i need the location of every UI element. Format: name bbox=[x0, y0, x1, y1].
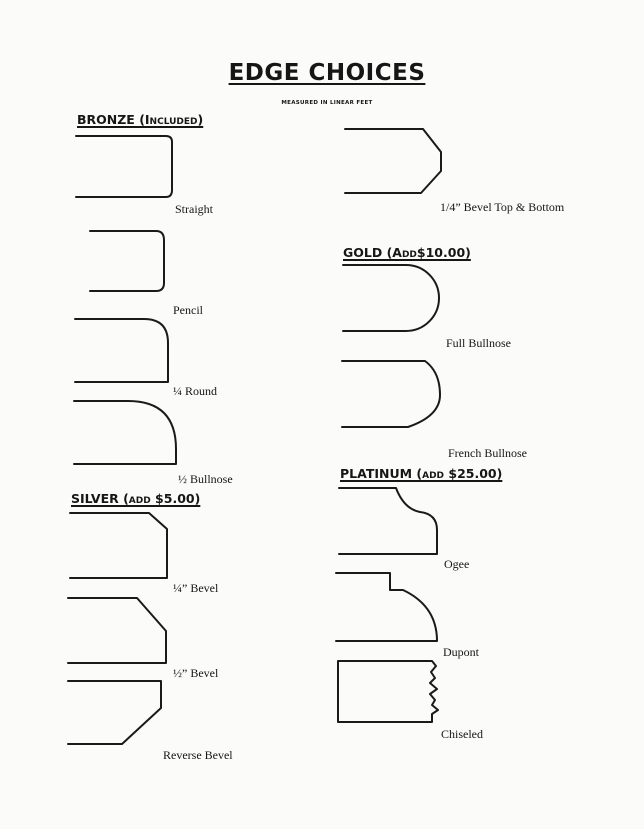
tier-heading-bronze: BRONZE (Included) bbox=[77, 112, 204, 127]
page-subtitle: MEASURED IN LINEAR FEET bbox=[281, 100, 373, 106]
profile-bevel-top-bottom bbox=[345, 129, 441, 193]
tier-heading-platinum: PLATINUM (add $25.00) bbox=[340, 466, 503, 481]
edge-label-french-bullnose: French Bullnose bbox=[448, 446, 527, 460]
profile-half-bevel bbox=[68, 598, 166, 663]
tier-heading-silver: SILVER (add $5.00) bbox=[71, 491, 201, 506]
profile-half-bullnose bbox=[74, 401, 176, 464]
page-title: EDGE CHOICES bbox=[228, 60, 426, 86]
profile-ogee bbox=[339, 488, 437, 554]
edge-label-half-bevel: ½” Bevel bbox=[173, 666, 219, 680]
profile-reverse-bevel bbox=[68, 681, 161, 744]
profile-pencil bbox=[90, 231, 164, 291]
profile-chiseled bbox=[338, 661, 438, 722]
edge-label-straight: Straight bbox=[175, 202, 213, 216]
edge-label-dupont: Dupont bbox=[443, 645, 479, 659]
edge-label-chiseled: Chiseled bbox=[441, 727, 483, 741]
edge-label-ogee: Ogee bbox=[444, 557, 470, 571]
edge-label-bevel-top-bottom: 1/4” Bevel Top & Bottom bbox=[440, 200, 565, 214]
tier-heading-gold: GOLD (Add$10.00) bbox=[343, 245, 471, 260]
profile-dupont bbox=[336, 573, 437, 641]
edge-label-quarter-round: ¼ Round bbox=[173, 384, 218, 398]
edge-label-quarter-bevel: ¼” Bevel bbox=[173, 581, 219, 595]
profile-quarter-round bbox=[75, 319, 168, 382]
edge-label-half-bullnose: ½ Bullnose bbox=[178, 472, 233, 486]
profile-french-bullnose bbox=[342, 361, 440, 427]
edge-label-pencil: Pencil bbox=[173, 303, 203, 317]
profile-quarter-bevel bbox=[70, 513, 167, 578]
profile-full-bullnose bbox=[343, 265, 439, 331]
edge-label-reverse-bevel: Reverse Bevel bbox=[163, 748, 233, 762]
edge-label-full-bullnose: Full Bullnose bbox=[446, 336, 512, 350]
profile-straight bbox=[76, 136, 172, 197]
